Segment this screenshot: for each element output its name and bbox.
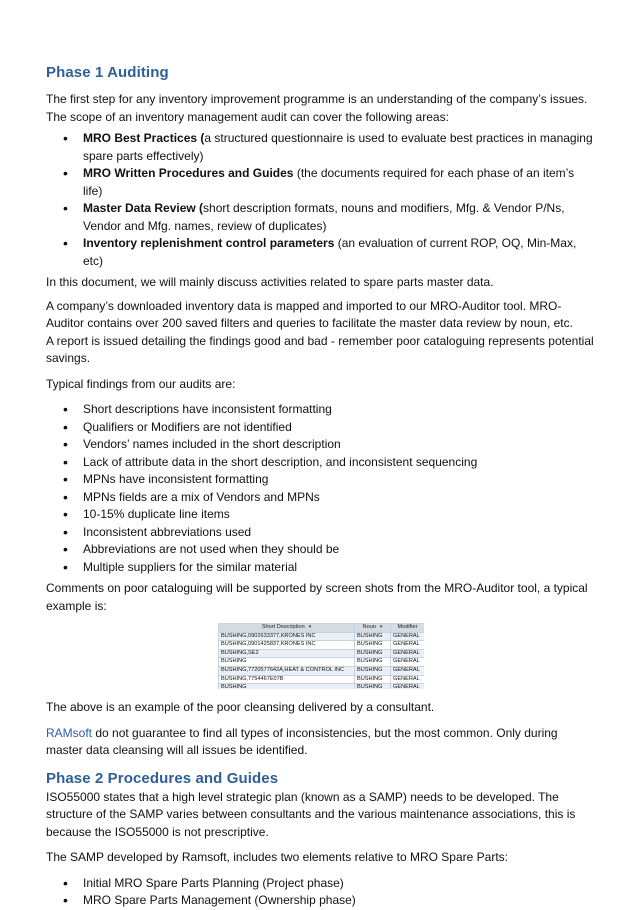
list-item — [83, 165, 594, 200]
ramsoft-text: do not guarantee to find all types of inconsistencies, but the most common. Only during master data cleansing will all issues be identified. — [46, 725, 558, 757]
auditor-screenshot — [218, 623, 424, 689]
column-header-noun[interactable]: Noun ▾ — [355, 624, 391, 633]
list-item: • Initial MRO Spare Parts Planning (Project phase) — [83, 875, 594, 893]
list-item: • Short descriptions have inconsistent formatting — [83, 401, 594, 419]
filter-dropdown-icon[interactable]: ▾ — [308, 624, 312, 630]
filter-dropdown-icon[interactable]: ▾ — [379, 624, 383, 630]
area-detail: a structured questionnaire is used to evaluate best practices in managing spare parts effectively) — [83, 131, 593, 163]
phase1-heading: Phase 1 Auditing — [46, 64, 169, 81]
consultant-note: The above is an example of the poor cleansing delivered by a consultant. — [46, 700, 435, 714]
list-item — [83, 200, 594, 235]
auditor-table — [218, 623, 424, 689]
audit-areas-list — [46, 130, 594, 270]
area-title: Inventory replenishment control parameters — [83, 236, 335, 250]
ramsoft-paragraph — [46, 725, 594, 760]
list-item: • MPNs fields are a mix of Vendors and MPNs — [83, 489, 594, 507]
column-header-modifier[interactable]: Modifier — [391, 624, 425, 633]
samp-elements-list — [46, 875, 594, 910]
area-detail: (an evaluation of current ROP, OQ, Min-Max, etc) — [83, 236, 577, 268]
list-item: • Multiple suppliers for the similar material — [83, 559, 594, 577]
ramsoft-brand: RAMsoft — [46, 725, 93, 740]
table-row: BUSHING,SE2 BUSHING GENERAL — [219, 649, 425, 658]
phase2-paragraph-2: The SAMP developed by Ramsoft, includes two elements relative to MRO Spare Parts: — [46, 850, 508, 864]
findings-list — [46, 401, 594, 576]
tool-paragraph: A company’s downloaded inventory data is mapped and imported to our MRO-Auditor tool. MRO-Auditor contains over 200 saved filters and queries to facilitate the master data review by noun, etc. — [46, 298, 573, 330]
area-detail: short description formats, nouns and modifiers, Mfg. & Vendor P/Ns, Vendor and Mfg. names, review of duplicates) — [83, 201, 565, 233]
phase2-heading: Phase 2 Procedures and Guides — [46, 769, 279, 787]
table-row: BUSHING BUSHING GENERAL — [219, 684, 425, 689]
list-item: • Lack of attribute data in the short description, and inconsistent sequencing — [83, 454, 594, 472]
phase1-intro: The first step for any inventory improvement programme is an understanding of the company’s issues. The scope of an inventory management audit can cover the following areas: — [46, 92, 588, 124]
report-paragraph: A report is issued detailing the findings good and bad - remember poor cataloguing represents potential savings. — [46, 333, 594, 365]
list-item: • Abbreviations are not used when they should be — [83, 541, 594, 559]
table-header-row — [219, 624, 425, 633]
list-item: • Vendors’ names included in the short description — [83, 436, 594, 454]
list-item: • Inconsistent abbreviations used — [83, 524, 594, 542]
findings-intro: Typical findings from our audits are: — [46, 376, 236, 391]
phase2-paragraph-1: ISO55000 states that a high level strategic plan (known as a SAMP) needs to be developed. The structure of the SAMP varies between consultants and the various maintenance associations, this is because the ISO55000 is not prescriptive. — [46, 789, 576, 839]
screenshot-intro: Comments on poor cataloguing will be supported by screen shots from the MRO-Auditor tool, a typical example is: — [46, 581, 588, 613]
list-item: • Qualifiers or Modifiers are not identified — [83, 419, 594, 437]
document-page — [46, 64, 594, 910]
area-title: MRO Best Practices ( — [83, 131, 205, 145]
area-title: Master Data Review ( — [83, 201, 204, 215]
list-item: • 10-15% duplicate line items — [83, 506, 594, 524]
table-row: BUSHING,0901425837,KRONES INC BUSHING GENERAL — [219, 641, 425, 650]
list-item: • MPNs have inconsistent formatting — [83, 471, 594, 489]
table-row: BUSHING BUSHING GENERAL — [219, 658, 425, 667]
table-row: BUSHING,0902633377,KRONES INC BUSHING GENERAL — [219, 632, 425, 641]
table-row: BUSHING,7754467E07B BUSHING GENERAL — [219, 675, 425, 684]
focus-paragraph: In this document, we will mainly discuss activities related to spare parts master data. — [46, 275, 494, 289]
list-item — [83, 235, 594, 270]
area-title: MRO Written Procedures and Guides — [83, 166, 294, 180]
list-item: • MRO Spare Parts Management (Ownership phase) — [83, 892, 594, 910]
list-item — [83, 130, 594, 165]
column-header-short-description[interactable]: Short Description ▾ — [219, 624, 355, 633]
area-detail: (the documents required for each phase of an item’s life) — [83, 166, 575, 198]
table-row: BUSHING,7720577642A,HEAT & CONTROL INC BUSHING GENERAL — [219, 666, 425, 675]
